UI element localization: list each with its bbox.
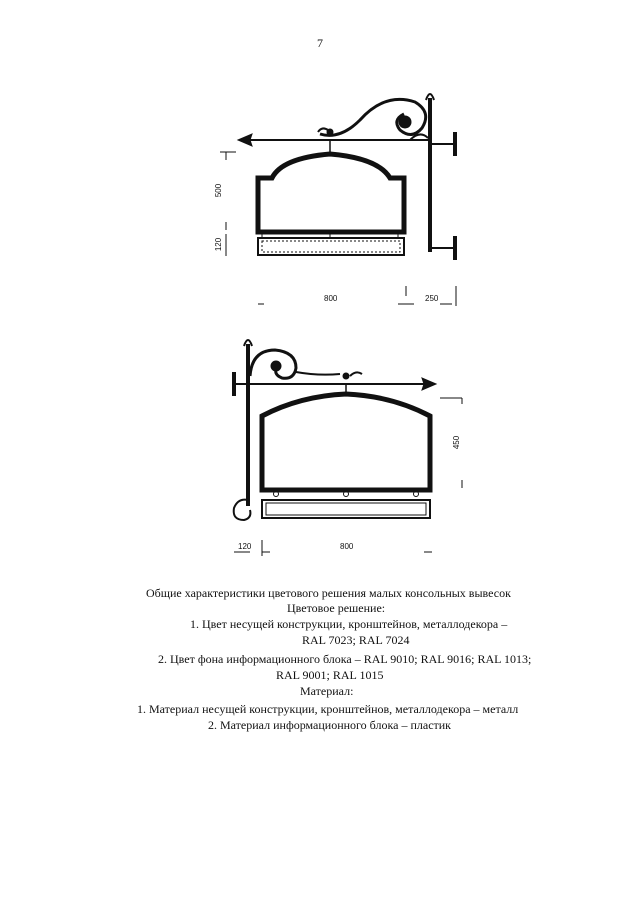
bottom-dim-offset: 120 [238,542,252,551]
color-item-2-line-2: RAL 9001; RAL 1015 [276,668,384,682]
material-heading: Материал: [300,684,354,698]
material-item-1: 1. Материал несущей конструкции, кронштейнов, металлодекора – металл [137,702,519,716]
top-dim-width: 800 [324,294,338,303]
bottom-dim-height: 450 [452,435,462,450]
top-dimension-lines [220,152,456,306]
top-scroll-eye [399,116,411,128]
top-dim-bracket: 250 [425,294,439,303]
material-item-2: 2. Материал информационного блока – пластик [208,718,452,732]
top-arm-arrow [238,134,252,146]
color-item-1-line-1: 1. Цвет несущей конструкции, кронштейнов, металлодекора – [190,617,508,631]
top-sign-drawing [220,94,456,306]
top-dim-height-main: 500 [214,183,224,198]
top-scroll [320,99,426,135]
bottom-sign-drawing [234,340,462,556]
color-item-2-line-1: 2. Цвет фона информационного блока – RAL 9010; RAL 9016; RAL 1013; [158,652,532,666]
page-number: 7 [317,36,323,50]
color-heading: Цветовое решение: [287,601,386,615]
top-dim-height-strip: 120 [214,237,224,252]
bottom-dim-width: 800 [340,542,354,551]
section-title: Общие характеристики цветового решения малых консольных вывесок [146,586,511,600]
top-sign-panel [258,154,404,232]
bottom-arm-arrow [422,378,436,390]
bottom-sign-panel [262,394,430,490]
color-item-1-line-2: RAL 7023; RAL 7024 [302,633,410,647]
bottom-scroll-eye [271,361,281,371]
